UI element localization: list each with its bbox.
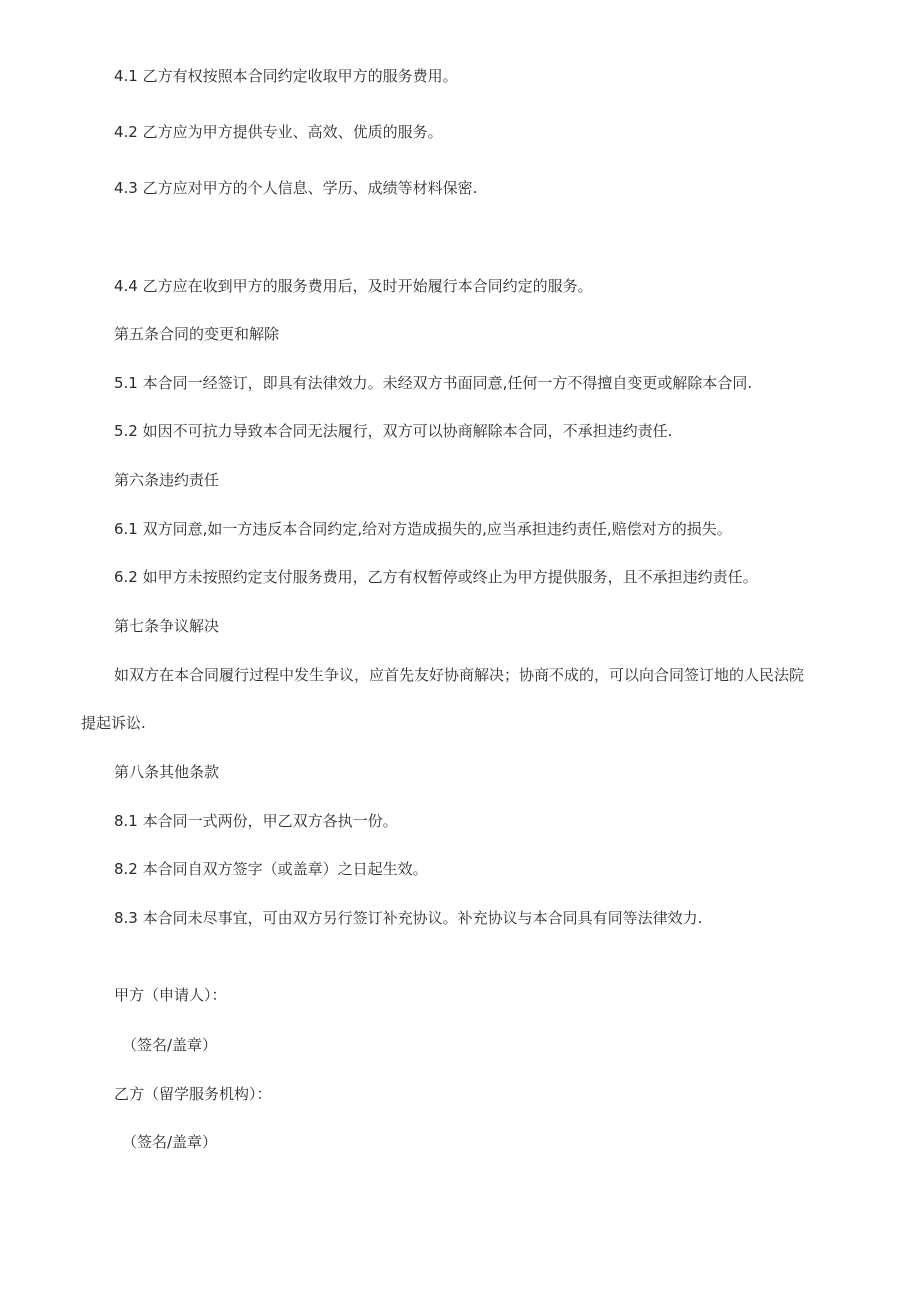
section-7-title: 第七条争议解决	[114, 617, 220, 635]
section-7-body-line-2: 提起诉讼.	[81, 714, 146, 732]
clause-4-4: 4.4 乙方应在收到甲方的服务费用后，及时开始履行本合同约定的服务。	[114, 277, 593, 295]
section-8-title: 第八条其他条款	[114, 763, 220, 781]
clause-8-3: 8.3 本合同未尽事宜，可由双方另行签订补充协议。补充协议与本合同具有同等法律效力.	[114, 909, 703, 927]
clause-4-1: 4.1 乙方有权按照本合同约定收取甲方的服务费用。	[114, 67, 458, 85]
section-5-title: 第五条合同的变更和解除	[114, 325, 280, 343]
clause-8-1: 8.1 本合同一式两份，甲乙双方各执一份。	[114, 812, 398, 830]
clause-6-1: 6.1 双方同意,如一方违反本合同约定,给对方造成损失的,应当承担违约责任,赔偿对方的损失。	[114, 520, 732, 538]
clause-6-2: 6.2 如甲方未按照约定支付服务费用，乙方有权暂停或终止为甲方提供服务，且不承担违约责任。	[114, 568, 758, 586]
section-7-body-line-1: 如双方在本合同履行过程中发生争议，应首先友好协商解决；协商不成的，可以向合同签订地的人民法院	[114, 666, 805, 684]
clause-4-2: 4.2 乙方应为甲方提供专业、高效、优质的服务。	[114, 123, 443, 141]
clause-4-3: 4.3 乙方应对甲方的个人信息、学历、成绩等材料保密.	[114, 179, 478, 197]
party-b-signature: （签名/盖章）	[122, 1133, 218, 1151]
party-b-label: 乙方（留学服务机构）：	[114, 1085, 272, 1103]
clause-5-2: 5.2 如因不可抗力导致本合同无法履行，双方可以协商解除本合同，不承担违约责任.	[114, 422, 673, 440]
section-6-title: 第六条违约责任	[114, 471, 220, 489]
clause-8-2: 8.2 本合同自双方签字（或盖章）之日起生效。	[114, 860, 428, 878]
party-a-label: 甲方（申请人）：	[114, 986, 227, 1004]
party-a-signature: （签名/盖章）	[122, 1036, 218, 1054]
clause-5-1: 5.1 本合同一经签订，即具有法律效力。未经双方书面同意,任何一方不得擅自变更或解除本合同.	[114, 374, 753, 392]
